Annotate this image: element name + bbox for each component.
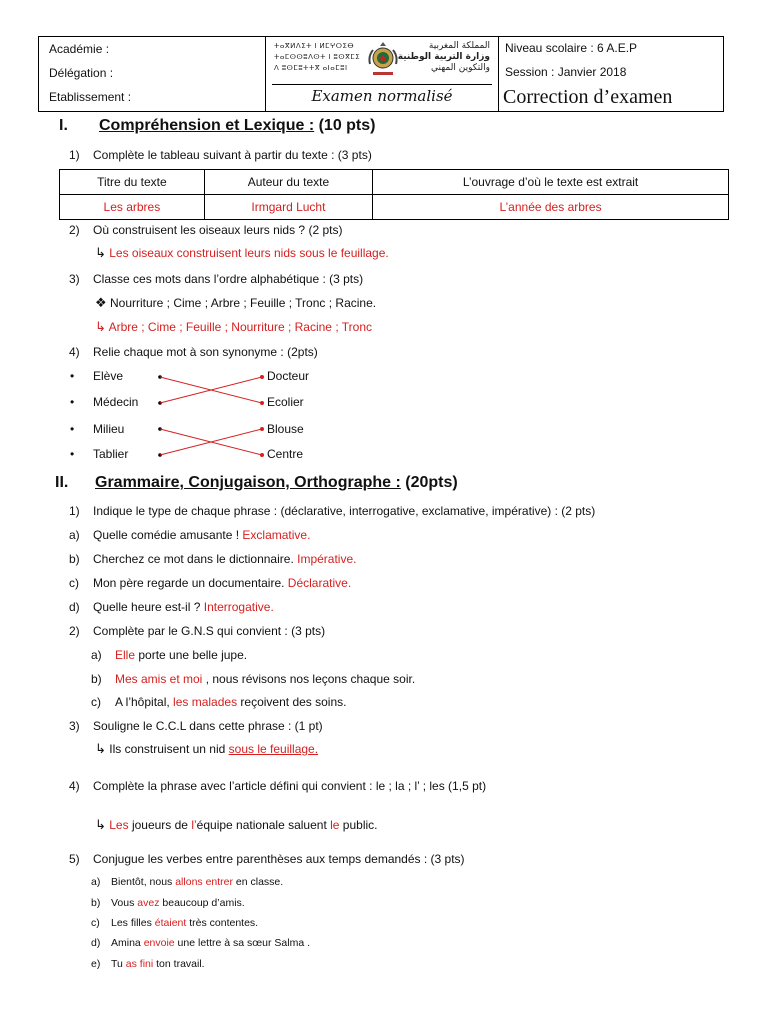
answer-text: Exclamative. <box>242 528 311 542</box>
list-item <box>69 576 351 590</box>
item-letter: a) <box>91 648 102 662</box>
table-row <box>60 195 729 220</box>
matching-lines <box>150 365 270 465</box>
arrow-icon: ↳ <box>95 742 106 757</box>
divider <box>272 84 492 85</box>
left-word: Elève <box>93 369 124 383</box>
table-cell: Les arbres <box>60 195 205 220</box>
item-letter: c) <box>91 917 100 929</box>
niveau-scolaire: Niveau scolaire : 6 A.E.P <box>505 41 638 55</box>
item-letter: a) <box>91 876 101 888</box>
item-text: Quelle heure est-il ? <box>93 600 204 614</box>
item-text: Amina <box>111 937 144 949</box>
header-right-box <box>498 36 724 112</box>
answer-text: Impérative. <box>297 552 357 566</box>
item-letter: c) <box>69 576 79 590</box>
section-title: Compréhension et Lexique : <box>99 117 315 134</box>
table-row <box>60 170 729 195</box>
left-word: Médecin <box>93 395 139 409</box>
diamond-bullet-icon: ❖ <box>95 296 107 311</box>
etablissement-label: Etablissement : <box>49 90 132 104</box>
item-text: , nous révisons nos leçons chaque soir. <box>202 672 416 686</box>
table-cell: Irmgard Lucht <box>204 195 372 220</box>
item-letter: b) <box>69 552 80 566</box>
item-text: une lettre à sa sœur Salma . <box>174 937 311 949</box>
answer-text: Déclarative. <box>287 576 352 590</box>
item-text: Vous <box>111 897 138 909</box>
answer-text: Interrogative. <box>203 600 274 614</box>
item-letter: b) <box>91 672 102 686</box>
bullet-icon: • <box>70 447 75 461</box>
item-text: Tu <box>111 958 126 970</box>
moroccan-coat-of-arms-icon <box>367 40 399 78</box>
list-item <box>91 876 283 888</box>
item-letter: c) <box>91 695 101 709</box>
header-left-box <box>38 36 266 112</box>
section-number: II. <box>55 474 69 491</box>
session: Session : Janvier 2018 <box>505 65 627 79</box>
arrow-icon: ↳ <box>95 246 106 261</box>
answer-text: Mes amis et moi <box>115 672 203 686</box>
answer-text: allons entrer <box>175 876 233 888</box>
ministry-tifinagh: ⵜⴰⴳⵍⴷⵉⵜ ⵏ ⵍⵎⵖⵔⵉⴱ ⵜⴰⵎⵙⵙⵓⴷⵙⵜ ⵏ ⵓⵙⴳⵎⵉ ⴷ ⵓⵙⵎⵓⵜⵜⴳ ⴰⵏⴰⵎⵓⵏ <box>274 43 361 72</box>
answer-text: as fini <box>125 958 154 970</box>
answer-text: avez <box>137 897 160 909</box>
answer-2-3: ↳ Ils construisent un nid sous le feuillage. <box>95 742 319 757</box>
item-text: reçoivent des soins. <box>237 695 347 709</box>
item-text: Bientôt, nous <box>111 876 176 888</box>
table-cell: L’année des arbres <box>373 195 729 220</box>
bullet-icon: • <box>70 369 75 383</box>
ministry-arabic: المملكة المغربية وزارة التربية الوطنية والتكوين المهني <box>397 41 490 73</box>
left-word: Tablier <box>93 447 129 461</box>
answer-text: étaient <box>154 917 187 929</box>
table-header-cell: Auteur du texte <box>204 170 372 195</box>
table-header-cell: Titre du texte <box>60 170 205 195</box>
answer-1-2: ↳ Les oiseaux construisent leurs nids sous le feuillage. <box>95 246 389 261</box>
arrow-icon: ↳ <box>95 320 106 335</box>
answer-2-4: ↳ Les joueurs de l’équipe nationale saluent le public. <box>95 818 378 833</box>
text-info-table <box>59 169 729 220</box>
list-item <box>69 528 310 542</box>
list-item <box>69 552 356 566</box>
list-item <box>91 648 247 662</box>
item-text: A l’hôpital, <box>115 695 174 709</box>
list-item <box>91 672 415 686</box>
list-item <box>91 917 258 929</box>
header-ministry-box <box>265 36 499 112</box>
academie-label: Académie : <box>49 42 110 56</box>
bullet-icon: • <box>70 395 75 409</box>
section-2-heading <box>55 474 615 496</box>
list-item <box>91 695 346 709</box>
right-word: Blouse <box>267 422 304 436</box>
answer-text: Elle <box>115 648 136 662</box>
answer-1-3: ↳ Arbre ; Cime ; Feuille ; Nourriture ; Racine ; Tronc <box>95 320 372 335</box>
item-text: Cherchez ce mot dans le dictionnaire. <box>93 552 298 566</box>
item-text: Quelle comédie amusante ! <box>93 528 243 542</box>
exam-title: Examen normalisé <box>311 87 453 105</box>
table-header-cell: L’ouvrage d’où le texte est extrait <box>373 170 729 195</box>
answer-text: les malades <box>173 695 238 709</box>
list-item <box>69 600 274 614</box>
delegation-label: Délégation : <box>49 66 114 80</box>
list-item <box>91 958 205 970</box>
section-points: (20pts) <box>400 474 458 491</box>
section-1-heading <box>59 117 559 139</box>
list-item <box>91 937 310 949</box>
item-letter: e) <box>91 958 101 970</box>
right-word: Ecolier <box>267 395 304 409</box>
item-text: ton travail. <box>153 958 205 970</box>
left-word: Milieu <box>93 422 125 436</box>
arrow-icon: ↳ <box>95 818 106 833</box>
answer-text: envoie <box>143 937 175 949</box>
section-points: (10 pts) <box>314 117 376 134</box>
right-word: Centre <box>267 447 304 461</box>
words-list: ❖ Nourriture ; Cime ; Arbre ; Feuille ; Tronc ; Racine. <box>95 296 377 311</box>
item-letter: d) <box>91 937 101 949</box>
item-text: en classe. <box>233 876 284 888</box>
item-text: Mon père regarde un documentaire. <box>93 576 288 590</box>
item-text: très contentes. <box>186 917 259 929</box>
bullet-icon: • <box>70 422 75 436</box>
correction-title: Correction d’examen <box>503 86 673 108</box>
item-letter: b) <box>91 897 101 909</box>
item-letter: a) <box>69 528 80 542</box>
item-text: beaucoup d’amis. <box>159 897 245 909</box>
item-text: Les filles <box>111 917 155 929</box>
right-word: Docteur <box>267 369 310 383</box>
section-number: I. <box>59 117 68 134</box>
list-item <box>91 897 245 909</box>
section-title: Grammaire, Conjugaison, Orthographe : <box>95 474 401 491</box>
item-letter: d) <box>69 600 80 614</box>
item-text: porte une belle jupe. <box>135 648 248 662</box>
